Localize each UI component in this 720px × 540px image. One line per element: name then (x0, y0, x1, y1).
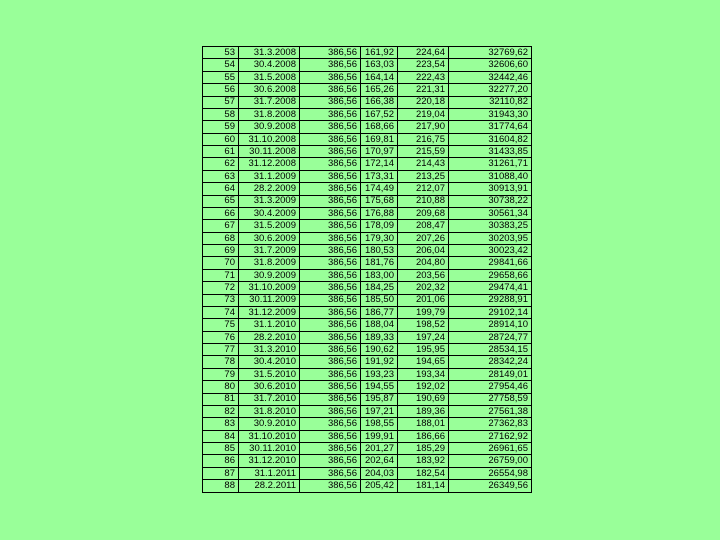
interest-cell: 209,68 (398, 207, 449, 219)
principal-cell: 191,92 (361, 356, 398, 368)
remaining-balance-cell: 26961,65 (449, 443, 532, 455)
due-date-cell: 31.1.2009 (239, 170, 300, 182)
payment-amount-cell: 386,56 (300, 71, 361, 83)
interest-cell: 194,65 (398, 356, 449, 368)
principal-cell: 175,68 (361, 195, 398, 207)
payment-schedule-table-wrapper (202, 46, 531, 493)
principal-cell: 165,26 (361, 84, 398, 96)
principal-cell: 168,66 (361, 121, 398, 133)
interest-cell: 202,32 (398, 282, 449, 294)
installment-number-cell: 69 (203, 245, 239, 257)
table-row (203, 294, 532, 306)
table-row (203, 393, 532, 405)
installment-number-cell: 64 (203, 183, 239, 195)
table-row (203, 84, 532, 96)
remaining-balance-cell: 31433,85 (449, 146, 532, 158)
principal-cell: 163,03 (361, 59, 398, 71)
payment-amount-cell: 386,56 (300, 232, 361, 244)
due-date-cell: 31.1.2011 (239, 467, 300, 479)
principal-cell: 195,87 (361, 393, 398, 405)
remaining-balance-cell: 31774,64 (449, 121, 532, 133)
installment-number-cell: 76 (203, 331, 239, 343)
remaining-balance-cell: 28149,01 (449, 368, 532, 380)
installment-number-cell: 88 (203, 480, 239, 493)
payment-amount-cell: 386,56 (300, 59, 361, 71)
due-date-cell: 31.1.2010 (239, 319, 300, 331)
installment-number-cell: 74 (203, 306, 239, 318)
table-row (203, 170, 532, 182)
interest-cell: 221,31 (398, 84, 449, 96)
table-row (203, 108, 532, 120)
remaining-balance-cell: 30023,42 (449, 245, 532, 257)
table-row (203, 59, 532, 71)
remaining-balance-cell: 27561,38 (449, 405, 532, 417)
due-date-cell: 31.8.2010 (239, 405, 300, 417)
due-date-cell: 31.12.2009 (239, 306, 300, 318)
interest-cell: 195,95 (398, 344, 449, 356)
remaining-balance-cell: 32769,62 (449, 47, 532, 59)
due-date-cell: 31.3.2010 (239, 344, 300, 356)
due-date-cell: 31.3.2009 (239, 195, 300, 207)
interest-cell: 185,29 (398, 443, 449, 455)
remaining-balance-cell: 32110,82 (449, 96, 532, 108)
due-date-cell: 28.2.2009 (239, 183, 300, 195)
principal-cell: 178,09 (361, 220, 398, 232)
interest-cell: 210,88 (398, 195, 449, 207)
installment-number-cell: 67 (203, 220, 239, 232)
payment-amount-cell: 386,56 (300, 294, 361, 306)
installment-number-cell: 80 (203, 381, 239, 393)
payment-amount-cell: 386,56 (300, 381, 361, 393)
due-date-cell: 30.11.2010 (239, 443, 300, 455)
interest-cell: 190,69 (398, 393, 449, 405)
payment-amount-cell: 386,56 (300, 170, 361, 182)
installment-number-cell: 60 (203, 133, 239, 145)
remaining-balance-cell: 26554,98 (449, 467, 532, 479)
due-date-cell: 31.7.2008 (239, 96, 300, 108)
interest-cell: 217,90 (398, 121, 449, 133)
table-row (203, 47, 532, 59)
due-date-cell: 30.9.2009 (239, 269, 300, 281)
remaining-balance-cell: 31088,40 (449, 170, 532, 182)
payment-amount-cell: 386,56 (300, 146, 361, 158)
table-row (203, 331, 532, 343)
remaining-balance-cell: 28914,10 (449, 319, 532, 331)
interest-cell: 203,56 (398, 269, 449, 281)
installment-number-cell: 62 (203, 158, 239, 170)
installment-number-cell: 61 (203, 146, 239, 158)
installment-number-cell: 66 (203, 207, 239, 219)
principal-cell: 184,25 (361, 282, 398, 294)
installment-number-cell: 87 (203, 467, 239, 479)
principal-cell: 189,33 (361, 331, 398, 343)
table-row (203, 220, 532, 232)
principal-cell: 166,38 (361, 96, 398, 108)
interest-cell: 204,80 (398, 257, 449, 269)
payment-schedule-table (202, 46, 532, 493)
principal-cell: 176,88 (361, 207, 398, 219)
remaining-balance-cell: 32442,46 (449, 71, 532, 83)
payment-amount-cell: 386,56 (300, 133, 361, 145)
interest-cell: 183,92 (398, 455, 449, 467)
interest-cell: 182,54 (398, 467, 449, 479)
payment-amount-cell: 386,56 (300, 195, 361, 207)
principal-cell: 169,81 (361, 133, 398, 145)
principal-cell: 197,21 (361, 405, 398, 417)
table-row (203, 207, 532, 219)
remaining-balance-cell: 32277,20 (449, 84, 532, 96)
payment-amount-cell: 386,56 (300, 306, 361, 318)
installment-number-cell: 75 (203, 319, 239, 331)
due-date-cell: 30.9.2008 (239, 121, 300, 133)
table-row (203, 121, 532, 133)
installment-number-cell: 63 (203, 170, 239, 182)
payment-amount-cell: 386,56 (300, 220, 361, 232)
payment-amount-cell: 386,56 (300, 368, 361, 380)
interest-cell: 212,07 (398, 183, 449, 195)
remaining-balance-cell: 29288,91 (449, 294, 532, 306)
payment-amount-cell: 386,56 (300, 207, 361, 219)
payment-amount-cell: 386,56 (300, 158, 361, 170)
due-date-cell: 31.5.2010 (239, 368, 300, 380)
interest-cell: 215,59 (398, 146, 449, 158)
installment-number-cell: 86 (203, 455, 239, 467)
remaining-balance-cell: 30738,22 (449, 195, 532, 207)
principal-cell: 164,14 (361, 71, 398, 83)
interest-cell: 193,34 (398, 368, 449, 380)
table-row (203, 96, 532, 108)
due-date-cell: 28.2.2010 (239, 331, 300, 343)
due-date-cell: 28.2.2011 (239, 480, 300, 493)
table-row (203, 306, 532, 318)
interest-cell: 222,43 (398, 71, 449, 83)
payment-amount-cell: 386,56 (300, 393, 361, 405)
principal-cell: 193,23 (361, 368, 398, 380)
table-row (203, 183, 532, 195)
due-date-cell: 31.7.2009 (239, 245, 300, 257)
due-date-cell: 31.10.2008 (239, 133, 300, 145)
installment-number-cell: 77 (203, 344, 239, 356)
principal-cell: 205,42 (361, 480, 398, 493)
remaining-balance-cell: 30383,25 (449, 220, 532, 232)
table-row (203, 344, 532, 356)
payment-amount-cell: 386,56 (300, 47, 361, 59)
table-row (203, 443, 532, 455)
payment-schedule-body (203, 47, 532, 493)
payment-amount-cell: 386,56 (300, 96, 361, 108)
due-date-cell: 31.10.2009 (239, 282, 300, 294)
installment-number-cell: 81 (203, 393, 239, 405)
installment-number-cell: 54 (203, 59, 239, 71)
table-row (203, 232, 532, 244)
payment-amount-cell: 386,56 (300, 183, 361, 195)
payment-amount-cell: 386,56 (300, 480, 361, 493)
interest-cell: 206,04 (398, 245, 449, 257)
principal-cell: 201,27 (361, 443, 398, 455)
installment-number-cell: 55 (203, 71, 239, 83)
remaining-balance-cell: 27758,59 (449, 393, 532, 405)
payment-amount-cell: 386,56 (300, 405, 361, 417)
payment-amount-cell: 386,56 (300, 108, 361, 120)
remaining-balance-cell: 30561,34 (449, 207, 532, 219)
installment-number-cell: 85 (203, 443, 239, 455)
installment-number-cell: 71 (203, 269, 239, 281)
table-row (203, 269, 532, 281)
remaining-balance-cell: 31943,30 (449, 108, 532, 120)
remaining-balance-cell: 29102,14 (449, 306, 532, 318)
table-row (203, 418, 532, 430)
table-row (203, 71, 532, 83)
table-row (203, 257, 532, 269)
interest-cell: 207,26 (398, 232, 449, 244)
principal-cell: 172,14 (361, 158, 398, 170)
due-date-cell: 31.5.2008 (239, 71, 300, 83)
remaining-balance-cell: 29841,66 (449, 257, 532, 269)
payment-amount-cell: 386,56 (300, 84, 361, 96)
payment-amount-cell: 386,56 (300, 257, 361, 269)
due-date-cell: 30.4.2009 (239, 207, 300, 219)
principal-cell: 167,52 (361, 108, 398, 120)
principal-cell: 185,50 (361, 294, 398, 306)
principal-cell: 199,91 (361, 430, 398, 442)
table-row (203, 146, 532, 158)
remaining-balance-cell: 31261,71 (449, 158, 532, 170)
due-date-cell: 30.4.2008 (239, 59, 300, 71)
payment-amount-cell: 386,56 (300, 331, 361, 343)
due-date-cell: 31.8.2008 (239, 108, 300, 120)
remaining-balance-cell: 26349,56 (449, 480, 532, 493)
payment-amount-cell: 386,56 (300, 430, 361, 442)
interest-cell: 208,47 (398, 220, 449, 232)
principal-cell: 173,31 (361, 170, 398, 182)
payment-amount-cell: 386,56 (300, 467, 361, 479)
payment-amount-cell: 386,56 (300, 282, 361, 294)
due-date-cell: 30.6.2009 (239, 232, 300, 244)
due-date-cell: 30.9.2010 (239, 418, 300, 430)
principal-cell: 188,04 (361, 319, 398, 331)
table-row (203, 356, 532, 368)
due-date-cell: 30.6.2010 (239, 381, 300, 393)
table-row (203, 282, 532, 294)
payment-amount-cell: 386,56 (300, 269, 361, 281)
remaining-balance-cell: 27162,92 (449, 430, 532, 442)
table-row (203, 195, 532, 207)
interest-cell: 192,02 (398, 381, 449, 393)
due-date-cell: 31.5.2009 (239, 220, 300, 232)
remaining-balance-cell: 30203,95 (449, 232, 532, 244)
payment-amount-cell: 386,56 (300, 344, 361, 356)
principal-cell: 183,00 (361, 269, 398, 281)
principal-cell: 190,62 (361, 344, 398, 356)
installment-number-cell: 59 (203, 121, 239, 133)
interest-cell: 199,79 (398, 306, 449, 318)
table-row (203, 405, 532, 417)
principal-cell: 194,55 (361, 381, 398, 393)
interest-cell: 216,75 (398, 133, 449, 145)
interest-cell: 201,06 (398, 294, 449, 306)
installment-number-cell: 57 (203, 96, 239, 108)
installment-number-cell: 73 (203, 294, 239, 306)
remaining-balance-cell: 29474,41 (449, 282, 532, 294)
remaining-balance-cell: 31604,82 (449, 133, 532, 145)
due-date-cell: 30.4.2010 (239, 356, 300, 368)
principal-cell: 161,92 (361, 47, 398, 59)
remaining-balance-cell: 30913,91 (449, 183, 532, 195)
interest-cell: 219,04 (398, 108, 449, 120)
remaining-balance-cell: 28534,15 (449, 344, 532, 356)
table-row (203, 319, 532, 331)
principal-cell: 204,03 (361, 467, 398, 479)
payment-amount-cell: 386,56 (300, 443, 361, 455)
table-row (203, 480, 532, 493)
payment-amount-cell: 386,56 (300, 356, 361, 368)
installment-number-cell: 84 (203, 430, 239, 442)
payment-amount-cell: 386,56 (300, 319, 361, 331)
interest-cell: 181,14 (398, 480, 449, 493)
payment-amount-cell: 386,56 (300, 245, 361, 257)
interest-cell: 223,54 (398, 59, 449, 71)
due-date-cell: 31.3.2008 (239, 47, 300, 59)
table-row (203, 381, 532, 393)
installment-number-cell: 79 (203, 368, 239, 380)
installment-number-cell: 68 (203, 232, 239, 244)
table-row (203, 368, 532, 380)
interest-cell: 197,24 (398, 331, 449, 343)
interest-cell: 214,43 (398, 158, 449, 170)
installment-number-cell: 83 (203, 418, 239, 430)
remaining-balance-cell: 28724,77 (449, 331, 532, 343)
table-row (203, 133, 532, 145)
installment-number-cell: 65 (203, 195, 239, 207)
remaining-balance-cell: 26759,00 (449, 455, 532, 467)
due-date-cell: 30.11.2009 (239, 294, 300, 306)
remaining-balance-cell: 27362,83 (449, 418, 532, 430)
installment-number-cell: 70 (203, 257, 239, 269)
installment-number-cell: 72 (203, 282, 239, 294)
interest-cell: 188,01 (398, 418, 449, 430)
interest-cell: 213,25 (398, 170, 449, 182)
payment-amount-cell: 386,56 (300, 455, 361, 467)
due-date-cell: 30.6.2008 (239, 84, 300, 96)
table-row (203, 245, 532, 257)
interest-cell: 198,52 (398, 319, 449, 331)
interest-cell: 224,64 (398, 47, 449, 59)
principal-cell: 186,77 (361, 306, 398, 318)
due-date-cell: 31.12.2008 (239, 158, 300, 170)
payment-amount-cell: 386,56 (300, 418, 361, 430)
principal-cell: 202,64 (361, 455, 398, 467)
due-date-cell: 31.8.2009 (239, 257, 300, 269)
table-row (203, 467, 532, 479)
remaining-balance-cell: 32606,60 (449, 59, 532, 71)
principal-cell: 180,53 (361, 245, 398, 257)
payment-amount-cell: 386,56 (300, 121, 361, 133)
installment-number-cell: 53 (203, 47, 239, 59)
due-date-cell: 31.10.2010 (239, 430, 300, 442)
table-row (203, 455, 532, 467)
due-date-cell: 31.7.2010 (239, 393, 300, 405)
principal-cell: 170,97 (361, 146, 398, 158)
installment-number-cell: 82 (203, 405, 239, 417)
due-date-cell: 31.12.2010 (239, 455, 300, 467)
remaining-balance-cell: 29658,66 (449, 269, 532, 281)
interest-cell: 220,18 (398, 96, 449, 108)
principal-cell: 181,76 (361, 257, 398, 269)
remaining-balance-cell: 27954,46 (449, 381, 532, 393)
interest-cell: 189,36 (398, 405, 449, 417)
installment-number-cell: 78 (203, 356, 239, 368)
installment-number-cell: 56 (203, 84, 239, 96)
remaining-balance-cell: 28342,24 (449, 356, 532, 368)
principal-cell: 174,49 (361, 183, 398, 195)
principal-cell: 179,30 (361, 232, 398, 244)
table-row (203, 430, 532, 442)
principal-cell: 198,55 (361, 418, 398, 430)
installment-number-cell: 58 (203, 108, 239, 120)
table-row (203, 158, 532, 170)
interest-cell: 186,66 (398, 430, 449, 442)
due-date-cell: 30.11.2008 (239, 146, 300, 158)
